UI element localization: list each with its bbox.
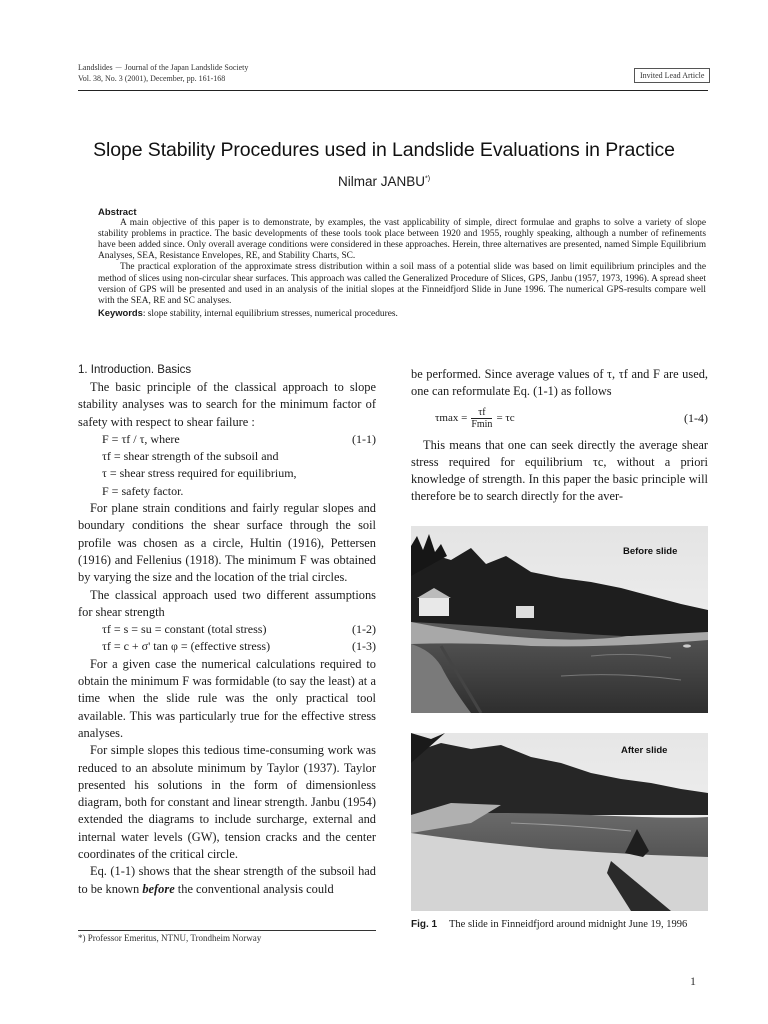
paper-title: Slope Stability Procedures used in Landslide Evaluations in Practice bbox=[93, 139, 675, 162]
equation-1-4 bbox=[411, 401, 708, 437]
header-rule bbox=[78, 90, 708, 91]
keywords-label: Keywords bbox=[98, 306, 143, 318]
text-run: Eq. (1-1) shows that the shear strength of the subsoil had to be known bbox=[78, 864, 376, 896]
intro-paragraph-5: For simple slopes this tedious time-consuming work was reduced to an absolute minimum by Taylor (1937). Taylor presented his solutions in the form of dimensionless diagram, both for constant and linear strength. Janbu (1954) extended the diagrams to include surcharge, external and internal water levels (GW), tension cracks and the center coordinates of the critical circle. bbox=[78, 743, 376, 862]
author-footnote-mark: *) bbox=[424, 175, 431, 183]
intro-paragraph-4: For a given case the numerical calculations required to obtain the minimum F was formidable (to say the least) at a time when the slide rule was the only practical tool available. This was particularly true for the effective stress analyses. bbox=[78, 656, 376, 740]
abstract bbox=[98, 207, 706, 320]
abstract-heading: Abstract bbox=[98, 207, 137, 218]
intro-paragraph-right: This means that one can seek directly the average shear stress required for equilibrium τc, without a priori knowledge of strength. In this paper the basic principle will therefore be to search directly for the aver- bbox=[411, 437, 708, 504]
photo-before-slide bbox=[411, 526, 708, 713]
equation-rhs: = τc bbox=[496, 411, 515, 424]
intro-paragraph-2: For plane strain conditions and fairly regular slopes and boundary conditions the shear surface through the soil profile was chosen as a circle, Hultin (1916), Pettersen (1916) and Fellenius (1918). The minimum F was obtained by varying the size and the location of the trial circles. bbox=[78, 501, 376, 585]
fraction-numerator: τf bbox=[478, 407, 486, 419]
equation-fraction bbox=[471, 407, 492, 430]
equation-number: (1-4) bbox=[684, 410, 708, 425]
equation-text: τf = c + σ' tan φ = (effective stress) bbox=[102, 639, 271, 654]
fraction-denominator: Fmin bbox=[471, 419, 493, 431]
before-slide-label: Before slide bbox=[623, 546, 678, 557]
author-line bbox=[0, 174, 768, 189]
after-slide-label: After slide bbox=[621, 745, 668, 756]
equation-1-3 bbox=[78, 638, 376, 655]
keywords-text: : slope stability, internal equilibrium stresses, numerical procedures. bbox=[142, 308, 398, 319]
journal-volume: Vol. 38, No. 3 (2001), December, pp. 161-168 bbox=[78, 74, 226, 83]
equation-text: F = τf / τ, where bbox=[102, 431, 180, 446]
figure-caption bbox=[411, 918, 708, 931]
intro-paragraph-1: The basic principle of the classical approach to slope stability analyses was to search for the minimum factor of safety with respect to shear failure : bbox=[78, 380, 376, 429]
author-name: Nilmar JANBU bbox=[337, 174, 425, 189]
author-footnote: *) Professor Emeritus, NTNU, Trondheim Norway bbox=[78, 933, 262, 943]
section-heading: 1. Introduction. Basics bbox=[78, 364, 192, 376]
page-number: 1 bbox=[690, 974, 696, 988]
after-slide-image bbox=[411, 733, 708, 911]
figure-number: Fig. 1 bbox=[411, 919, 438, 930]
equation-number: (1-1) bbox=[352, 431, 376, 446]
definition-text: τf = shear strength of the subsoil and bbox=[102, 449, 279, 464]
equation-number: (1-3) bbox=[352, 639, 376, 654]
right-column bbox=[411, 366, 708, 506]
definition-text: F = safety factor. bbox=[102, 483, 184, 498]
abstract-paragraph-1: A main objective of this paper is to demonstrate, by examples, the vast applicability of simple, direct formulae and graphs to solve a variety of slope stability problems in practice. The basic developments of these tools took place between 1920 and 1955, roughly speaking, although a number of refinements have been added since. Only overall average conditions were considered in these approaches. Herein, three alternatives are presented, named Simple Equilibrium Analyses, SEA, Resistance Envelopes, RE, and Stability Charts, SC. bbox=[98, 218, 706, 262]
journal-name: Landslides － Journal of the Japan Landslide Society bbox=[78, 63, 249, 72]
emphasis-text: before bbox=[142, 881, 175, 896]
left-column bbox=[78, 362, 376, 898]
keywords bbox=[98, 307, 706, 320]
continuation-paragraph: be performed. Since average values of τ, τf and F are used, one can reformulate Eq. (1-1) as follows bbox=[411, 367, 708, 399]
equation-text: τf = s = su = constant (total stress) bbox=[102, 622, 267, 637]
definition-tau-f bbox=[78, 448, 376, 465]
figure-caption-text: The slide in Finneidfjord around midnight June 19, 1996 bbox=[449, 919, 688, 930]
abstract-paragraph-2: The practical exploration of the approximate stress distribution within a soil mass of a potential slide was based on limit equilibrium principles and the method of slices using non-circular shear surfaces. This approach was called the Generalized Procedure of Slices, GPS, Janbu (1957, 1973, 1996). A spread sheet version of GPS will be presented and used in an analysis of the initial slopes at the Finneidfjord Slide in June 1996. The numerical GPS-results compare well with the SEA, RE and SC analyses. bbox=[98, 262, 706, 306]
journal-info bbox=[78, 62, 378, 84]
equation-1-1 bbox=[78, 431, 376, 448]
equation-1-2 bbox=[78, 621, 376, 638]
intro-paragraph-6 bbox=[78, 863, 376, 898]
intro-paragraph-3: The classical approach used two different assumptions for shear strength bbox=[78, 587, 376, 619]
text-run: the conventional analysis could bbox=[174, 881, 334, 896]
definition-tau bbox=[78, 465, 376, 482]
definition-f bbox=[78, 483, 376, 500]
footnote-rule bbox=[78, 930, 376, 931]
article-type-badge: Invited Lead Article bbox=[634, 68, 710, 83]
equation-lhs: τmax = bbox=[435, 411, 468, 424]
equation-number: (1-2) bbox=[352, 622, 376, 637]
photo-after-slide bbox=[411, 733, 708, 911]
definition-text: τ = shear stress required for equilibrium, bbox=[102, 466, 297, 481]
equation-body bbox=[431, 407, 515, 430]
